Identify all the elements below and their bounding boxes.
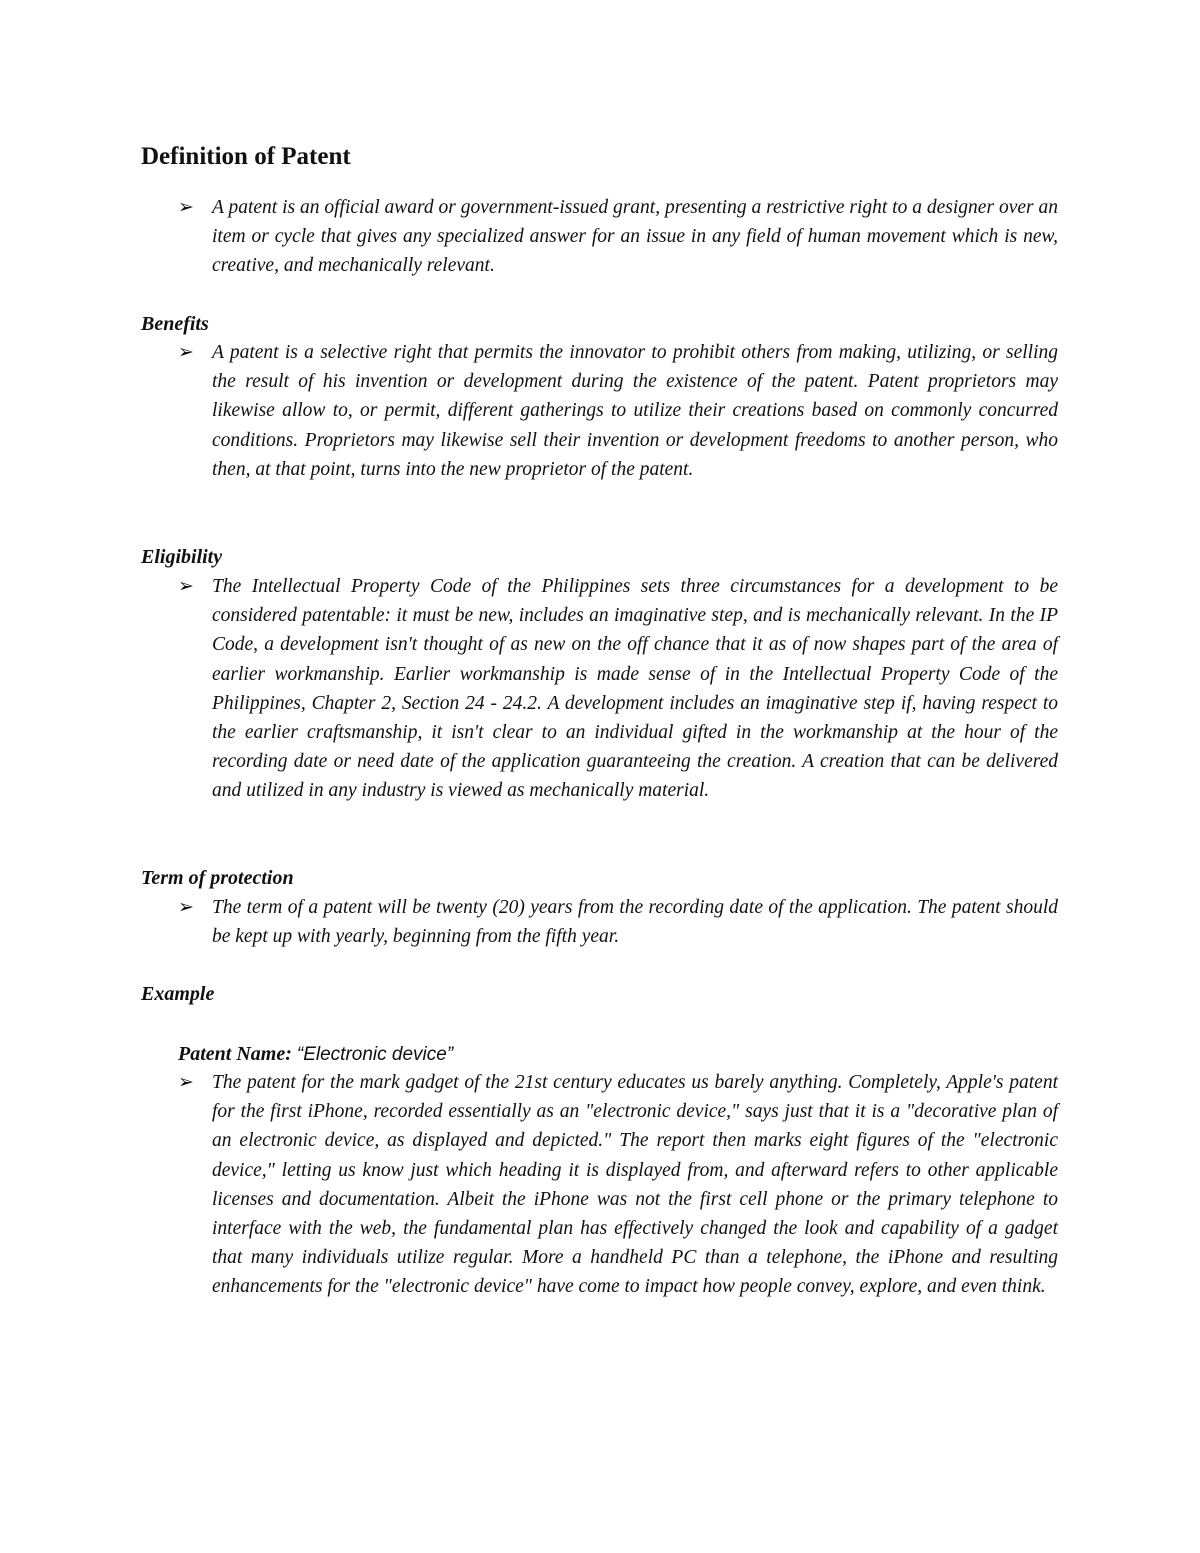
term-text: The term of a patent will be twenty (20) years from the recording date of the application. The patent should be kept up with yearly, beginning from the fifth year. <box>212 897 1058 948</box>
example-heading: Example <box>141 983 215 1005</box>
patent-name-line <box>178 1040 453 1069</box>
eligibility-text: The Intellectual Property Code of the Philippines sets three circumstances for a development to be considered patentable: it must be new, includes an imaginative step, and is mechanically relevant. In the IP Code, a development isn't thought of as new on the off chance that it as of now shapes part of the area of earlier workmanship. Earlier workmanship is made sense of in the Intellectual Property Code of the Philippines, Chapter 2, Section 24 - 24.2. A development includes an imaginative step if, having respect to the earlier craftsmanship, it isn't clear to an individual gifted in the workmanship at the hour of the recording date or need date of the application guaranteeing the creation. A creation that can be delivered and utilized in any industry is viewed as mechanically material. <box>212 576 1058 802</box>
arrow-bullet-icon: ➢ <box>178 576 194 597</box>
benefits-text: A patent is a selective right that permits the innovator to prohibit others from making, utilizing, or selling the result of his invention or development during the existence of the patent. Patent proprietors may likewise allow to, or permit, different gatherings to utilize their creations based on commonly concurred conditions. Proprietors may likewise sell their invention or development freedoms to another person, who then, at that point, turns into the new proprietor of the patent. <box>212 342 1058 480</box>
page-title: Definition of Patent <box>141 143 351 170</box>
term-heading: Term of protection <box>141 867 294 889</box>
benefits-heading: Benefits <box>141 313 209 335</box>
arrow-bullet-icon: ➢ <box>178 197 194 218</box>
patent-name-value: “Electronic device” <box>296 1044 454 1065</box>
arrow-bullet-icon: ➢ <box>178 342 194 363</box>
eligibility-heading: Eligibility <box>141 546 223 568</box>
definition-text: A patent is an official award or government-issued grant, presenting a restrictive right to a designer over an item or cycle that gives any specialized answer for an issue in any field of human movement which is new, creative, and mechanically relevant. <box>212 197 1058 277</box>
patent-name-label: Patent Name: <box>178 1043 292 1065</box>
arrow-bullet-icon: ➢ <box>178 897 194 918</box>
example-text: The patent for the mark gadget of the 21st century educates us barely anything. Completely, Apple's patent for the first iPhone, recorded essentially as an "electronic device," says just that it is a "decorative plan of an electronic device, as displayed and depicted." The report then marks eight figures of the "electronic device," letting us know just which heading it is displayed from, and afterward refers to other applicable licenses and documentation. Albeit the iPhone was not the first cell phone or the primary telephone to interface with the web, the fundamental plan has effectively changed the look and capability of a gadget that many individuals utilize regular. More a handheld PC than a telephone, the iPhone and resulting enhancements for the "electronic device" have come to impact how people convey, explore, and even think. <box>212 1072 1058 1298</box>
arrow-bullet-icon: ➢ <box>178 1072 194 1093</box>
